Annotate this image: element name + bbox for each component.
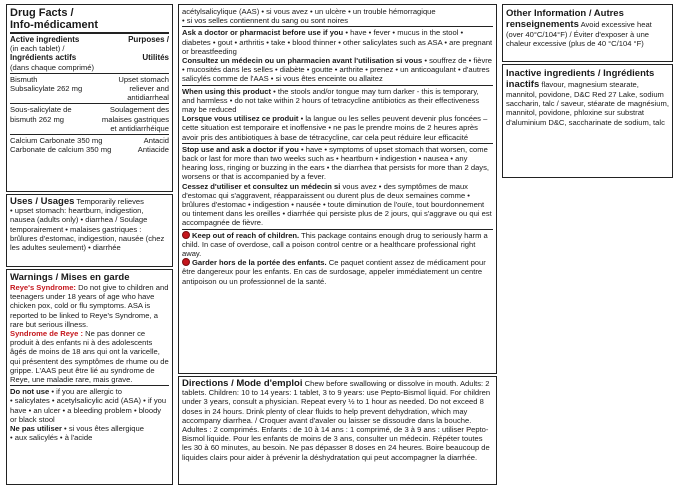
- uses-heading: Uses / Usages: [10, 196, 75, 207]
- bismuth-purpose: Upset stomach: [118, 74, 169, 84]
- reye-fr-heading: Syndrome de Reye :: [10, 329, 84, 339]
- sous-salicylate-purpose: Soulagement des: [109, 105, 169, 115]
- left-column: [6, 4, 173, 485]
- utilites-heading: Utilités: [142, 53, 169, 63]
- chaque-comprime-label: (dans chaque comprimé): [10, 62, 94, 72]
- directions-panel: [178, 376, 497, 485]
- carbonate-fr-purpose: Antiacide: [137, 145, 169, 155]
- subsalicylate-label: Subsalicylate 262 mg: [10, 84, 83, 94]
- warnings-continued-panel: [178, 4, 497, 374]
- right-column: [502, 4, 673, 485]
- bismuth-label: Bismuth: [10, 74, 38, 84]
- ne-pas-list: • aux salicylés • à l'acide: [10, 433, 93, 443]
- drug-facts-panel: [6, 4, 173, 192]
- active-ingredients-heading: Active ingredients: [10, 35, 80, 44]
- stop-heading: Stop use and ask a doctor if you: [182, 144, 299, 154]
- bismuth-fr-label: bismuth 262 mg: [10, 114, 65, 124]
- warnings-heading: Warnings / Mises en garde: [10, 272, 130, 283]
- do-not-use-text: • if you are allergic to: [51, 387, 122, 397]
- info-medicament-title: Info-médicament: [10, 19, 99, 31]
- inactive-heading: Inactive ingredients / Ingrédients inactifs: [506, 68, 655, 90]
- directions-heading: Directions / Mode d'emploi: [182, 378, 303, 389]
- other-information-panel: [502, 4, 673, 62]
- calcium-purpose: Antacid: [143, 136, 169, 146]
- uses-heading-rest: Temporarily relieves: [76, 197, 144, 206]
- ne-pas-text: • si vous êtes allergique: [64, 424, 144, 434]
- lorsque-heading: Lorsque vous utilisez ce produit: [182, 114, 299, 124]
- bismuth-fr-purpose: malaises gastriques et antidiarrhéique: [101, 114, 169, 133]
- consult-text: • souffrez de • fièvre • mucosités dans les selles • diabète • goutte • arthrite • prenez • un anticoagulant • d'autres salicylés comme de l'AAS • si vous êtes enceinte ou allaitez: [182, 56, 492, 84]
- keep-text: This package contains enough drug to seriously harm a child. In case of overdose, call a poison control centre or a healthcare professional right away.: [182, 230, 488, 259]
- inactive-ingredients-panel: [502, 64, 673, 178]
- each-tablet-label: (in each tablet) /: [10, 44, 65, 54]
- inactive-text: flavour, magnesium stearate, mannitol, povidone, D&C Red 27 Lake, sodium saccharin, talc / saveur, stéarate de magnésium, mannitol, povidone, phloxine sur substrat d'aluminium D&C, saccharinate de sodium, talc: [506, 80, 669, 127]
- do-not-use-list: • salicylates • acetylsalicylic acid (ASA) • if you have • an ulcer • a bleeding problem • bloody or black stool: [10, 396, 167, 424]
- top-line-1: acétylsalicylique (AAS) • si vous avez • un ulcère • un trouble hémorragique: [182, 7, 436, 16]
- garder-text: Ce paquet contient assez de médicament pour être dangereux pour les enfants. En cas de surdosage, appeler immédiatement un centre antipoison ou un professionnel de la santé.: [182, 258, 486, 286]
- uses-panel: [6, 194, 173, 267]
- other-heading: Other Information / Autres renseignements: [506, 8, 624, 30]
- directions-text: Chew before swallowing or dissolve in mouth. Adults: 2 tablets. Children: 10 to 14 years: 1 tablet, 3 to 9 years: use Pepto-Bismol liquid. For children under 3 years, consult a physician. Repeat every ½ to 1 hour as needed. Do not exceed 8 doses in 24 hours. Drink plenty of clear fluids to help prevent dehydration, which may accompany diarrhea. / Croquer avant d'avaler ou laisser se dissoudre dans la bouche. Adultes : 2 comprimés. Enfants : de 10 à 14 ans : 1 comprimé, de 3 à 9 ans : utiliser Pepto-Bismol liquide. Pour les enfants de moins de 3 ans, consulter un médecin. Répéter toutes les 30 à 60 minutes, au besoin. Ne pas dépasser 8 doses en 24 heures. Boire beaucoup de liquides clairs pour aider à prévenir la déshydratation qui peut accompagner la diarrhée.: [182, 379, 491, 462]
- reye-en-heading: Reye's Syndrome:: [10, 283, 76, 292]
- ask-heading: Ask a doctor or pharmacist before use if you: [182, 28, 344, 38]
- stop-icon: [182, 231, 190, 239]
- ne-pas-heading: Ne pas utiliser: [10, 424, 62, 434]
- when-text: • the stools and/or tongue may turn darker - this is temporary, and harmless • do not take within 2 hours of tetracycline antibiotics as their effectiveness may be reduced: [182, 86, 480, 115]
- purposes-heading: Purposes /: [128, 35, 169, 44]
- cessez-text: vous avez • des symptômes de maux d'estomac qui s'aggravent, réapparaissent ou durent plus de deux semaines comme • brûlures d'estomac • indigestion • nausée • toute diminution de l'ouïe, tout bourdonnement ou tintement dans les oreilles • diarrhée qui persiste plus de 2 jours, qui s'aggrave ou qui est accompagnée de fièvre.: [182, 181, 492, 228]
- reye-en-text: Do not give to children and teenagers under 18 years of age who have chicken pox, cold or flu symptoms. ASA is reported to be linked to Reye's Syndrome, a rare but serious illness.: [10, 283, 169, 329]
- top-line-2: • si vos selles contiennent du sang ou sont noires: [182, 16, 349, 26]
- drug-facts-title: Drug Facts /: [10, 7, 74, 19]
- keep-heading: Keep out of reach of children.: [192, 230, 300, 240]
- middle-column: [178, 4, 497, 485]
- other-text: Avoid excessive heat (over 40°C/104°F) / Éviter d'exposer à une chaleur excessive (plus de 40 °C/104 °F): [506, 20, 652, 49]
- do-not-use-heading: Do not use: [10, 387, 50, 397]
- warnings-panel: [6, 269, 173, 485]
- subsalicylate-purpose: reliever and antidiarrheal: [127, 84, 169, 103]
- ingredients-actifs-heading: Ingrédients actifs: [10, 53, 77, 63]
- calcium-label: Calcium Carbonate 350 mg: [10, 136, 103, 146]
- ask-text: • have • fever • mucus in the stool • diabetes • gout • arthritis • take • blood thinner • other salicylates such as ASA • are pregnant or breastfeeding: [182, 28, 493, 56]
- garder-heading: Garder hors de la portée des enfants.: [192, 258, 327, 268]
- carbonate-fr-label: Carbonate de calcium 350 mg: [10, 145, 112, 155]
- cessez-heading: Cessez d'utiliser et consultez un médecin si: [182, 181, 341, 191]
- sous-salicylate-label: Sous-salicylate de: [10, 105, 72, 115]
- lorsque-text: • la langue ou les selles peuvent devenir plus foncées – cette situation est temporaire et inoffensive • ne pas le prendre moins de 2 heures après avoir pris des antibiotiques à base de tétracycline, car cela peut réduire leur efficacité: [182, 114, 488, 142]
- uses-text: • upset stomach: heartburn, indigestion, nausea (adults only) • diarrhea / Soulage temporairement • malaises gastriques : brûlures d'estomac, indigestion, nausée (chez les adultes seulement) • diarrhée: [10, 206, 165, 253]
- stop-icon: [182, 258, 190, 266]
- consult-heading: Consultez un médecin ou un pharmacien avant l'utilisation si vous: [182, 56, 423, 66]
- when-heading: When using this product: [182, 86, 272, 96]
- reye-fr-text: Ne pas donner ce produit à des enfants ni à des adolescents âgés de moins de 18 ans qui ont la varicelle, qui présentent des symptômes de rhume ou de grippe. L'AAS peut être lié au syndrome de Reye, une maladie rare, mais grave.: [10, 329, 169, 385]
- stop-text: • have • symptoms of upset stomach that worsen, come back or last for more than two weeks such as • heartburn • indigestion • nausea • any hearing loss, ringing or buzzing in the ears • the diarrhea that persists for more than 2 days, worsens or that is accompanied by a fever.: [182, 144, 489, 182]
